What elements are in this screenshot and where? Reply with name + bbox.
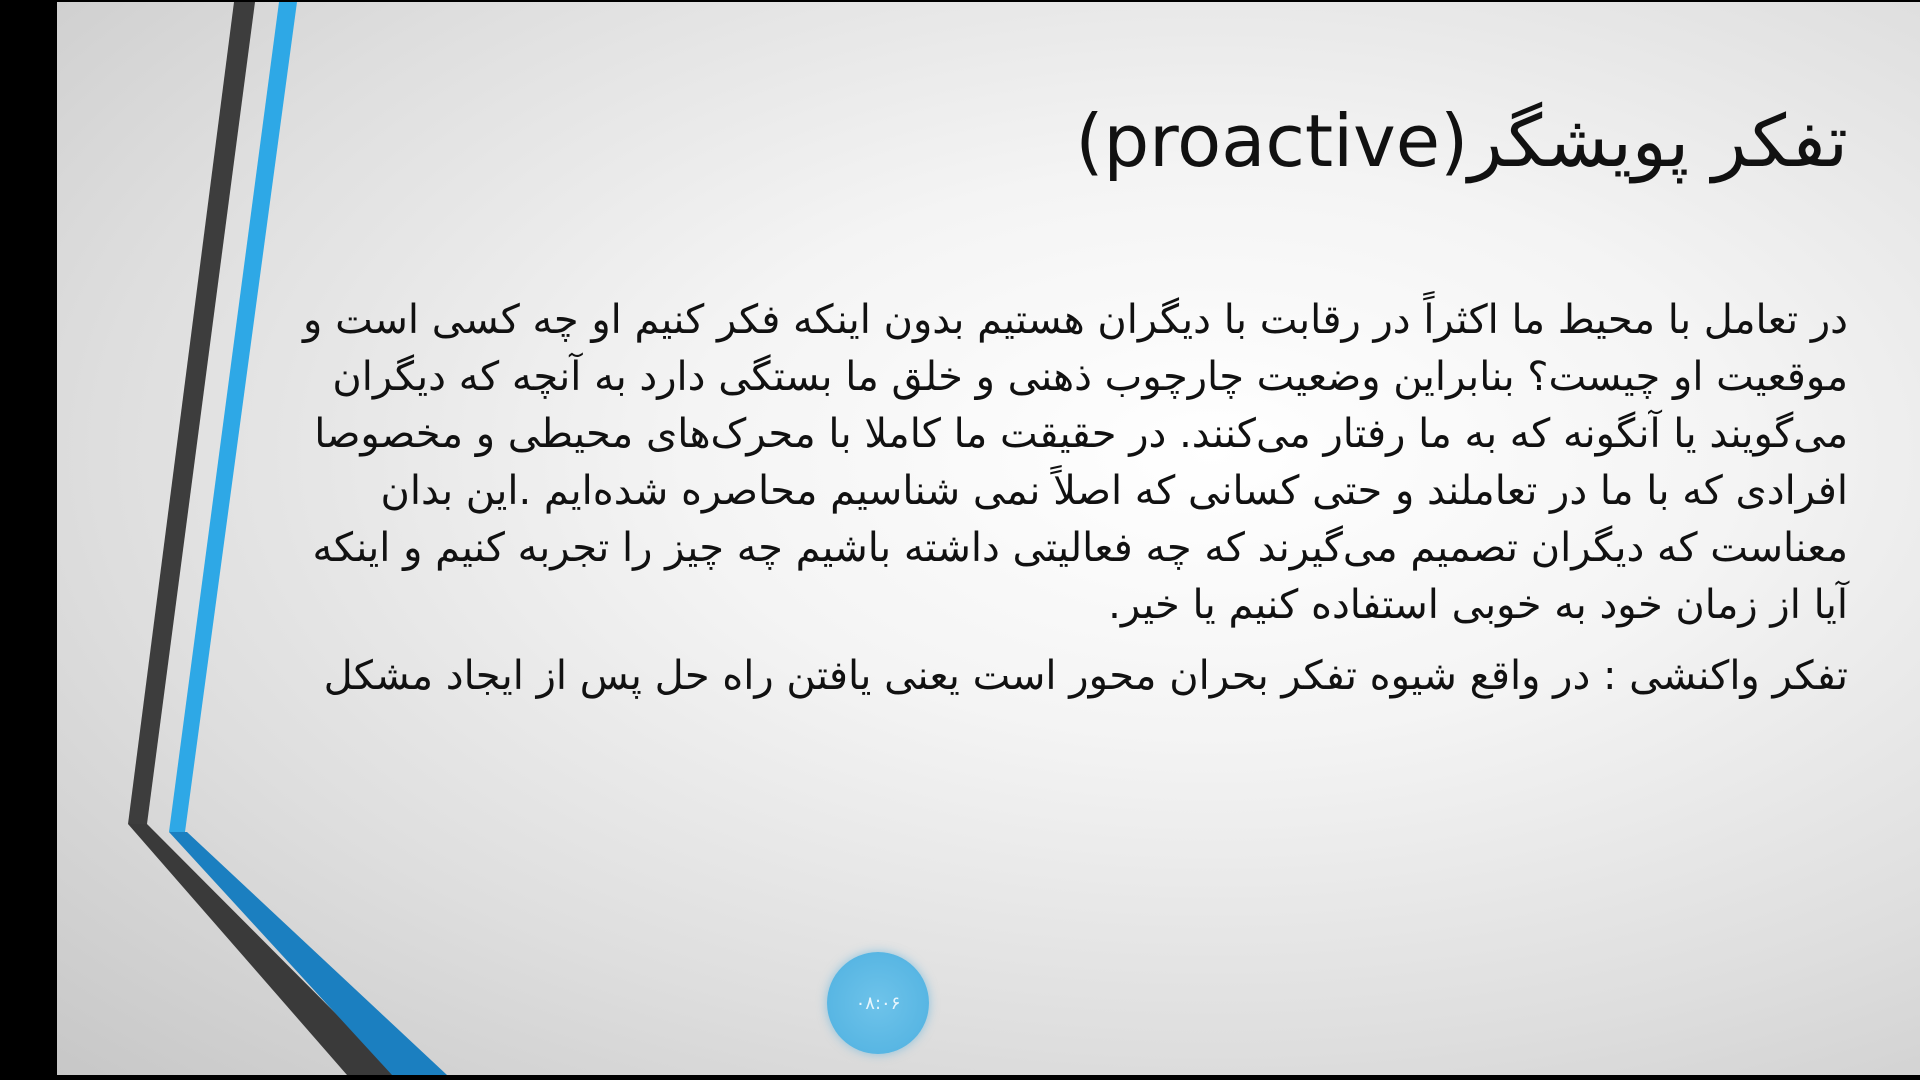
slide-title: تفکر پویشگر(proactive) [1075,99,1848,183]
blue-stripe-diagonal [169,832,447,1075]
paragraph-reactive: تفکر واکنشی : در واقع شیوه تفکر بحران محور است یعنی یافتن راه حل پس از ایجاد مشکل [323,653,1848,699]
dark-stripe-diagonal [128,824,397,1075]
slide-number-badge: ۰۸:۰۶ [827,952,929,1054]
paragraph-proactive: در تعامل با محیط ما اکثراً در رقابت با دیگران هستیم بدون اینکه فکر کنیم او چه کسی است و موقعیت او چیست؟ بنابراین وضعیت چارچوب ذهنی و خلق ما بستگی دارد به آنچه که دیگران می‌گویند یا آنگونه که به ما رفتار می‌کنند. در حقیقت ما کاملا با محرک‌های محیطی و مخصوصا افرادی که با ما در تعاملند و حتی کسانی که اصلاً نمی شناسیم محاصره شده‌ایم .این بدان معناست که دیگران تصمیم می‌گیرند که چه فعالیتی داشته باشیم چه چیز را تجربه کنیم و اینکه آیا از زمان خود به خوبی استفاده کنیم یا خیر. [303,297,1848,628]
slide-body [278,292,1848,719]
slide-canvas [57,2,1920,1075]
